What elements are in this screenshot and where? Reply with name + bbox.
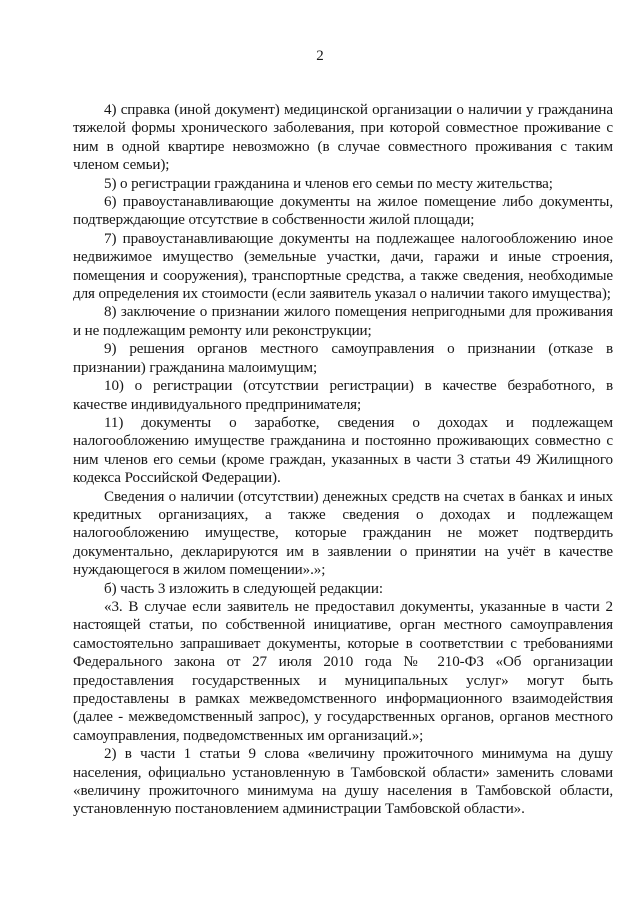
- list-item-5-registration: 5) о регистрации гражданина и членов его семьи по месту жительства;: [104, 175, 553, 192]
- list-item-11-income: 11) документы о заработке, сведения о доходах и подлежащем налогообложению имуществе гражданина и постоянно проживающих совместно с ним членов его семьи (кроме граждан, указанных в части 3 статьи 49 Жилищного кодекса Российской Федерации).: [73, 414, 613, 487]
- paragraph-part-3-text: «3. В случае если заявитель не предоставил документы, указанные в части 2 настоящей статьи, по собственной инициативе, орган местного самоуправления самостоятельно запрашивает документы, которые в соответствии с требованиями Федерального закона от 27 июля 2010 года № 210-ФЗ «Об организации предоставления государственных и муниципальных услуг» могут быть предоставлены в рамках межведомственного информационного взаимодействия (далее - межведомственный запрос), у государственных органов, органов местного самоуправления, подведомственных им организаций.»;: [73, 598, 613, 744]
- document-body: [73, 101, 613, 819]
- list-item-9-decisions: 9) решения органов местного самоуправления о признании (отказе в признании) гражданина малоимущим;: [73, 341, 613, 376]
- paragraph-declaration: Сведения о наличии (отсутствии) денежных средств на счетах в банках и иных кредитных организациях, а также сведения о доходах и подлежащем налогообложению имуществе, которые гражданин не может подтвердить документально, декларируются им в заявлении о принятии на учёт в качестве нуждающегося в жилом помещении».»;: [73, 488, 613, 579]
- page-number: 2: [316, 48, 324, 64]
- list-item-4-medical-certificate: 4) справка (иной документ) медицинской организации о наличии у гражданина тяжелой формы хронического заболевания, при которой совместное проживание с ним в одной квартире невозможно (в случае совместного проживания с таким членом семьи);: [73, 102, 613, 174]
- list-item-6-housing-documents: 6) правоустанавливающие документы на жилое помещение либо документы, подтверждающие отсутствие в собственности жилой площади;: [73, 194, 613, 229]
- paragraph-part-3-heading: б) часть 3 изложить в следующей редакции:: [104, 580, 383, 597]
- list-item-10-unemployment: 10) о регистрации (отсутствии регистрации) в качестве безработного, в качестве индивидуального предпринимателя;: [73, 378, 613, 413]
- list-item-7-property-documents: 7) правоустанавливающие документы на подлежащее налогообложению иное недвижимое имущество (земельные участки, дачи, гаражи и иные строения, помещения и сооружения), транспортные средства, а также сведения, необходимые для определения их стоимости (если заявитель указал о наличии такого имущества);: [73, 230, 613, 303]
- list-item-8-conclusion: 8) заключение о признании жилого помещения непригодными для проживания и не подлежащим ремонту или реконструкции;: [73, 304, 613, 339]
- paragraph-article-9-change: 2) в части 1 статьи 9 слова «величину прожиточного минимума на душу населения, официально установленную в Тамбовской области» заменить словами «величину прожиточного минимума на душу населения в Тамбовской области, установленную постановлением администрации Тамбовской области».: [73, 746, 613, 818]
